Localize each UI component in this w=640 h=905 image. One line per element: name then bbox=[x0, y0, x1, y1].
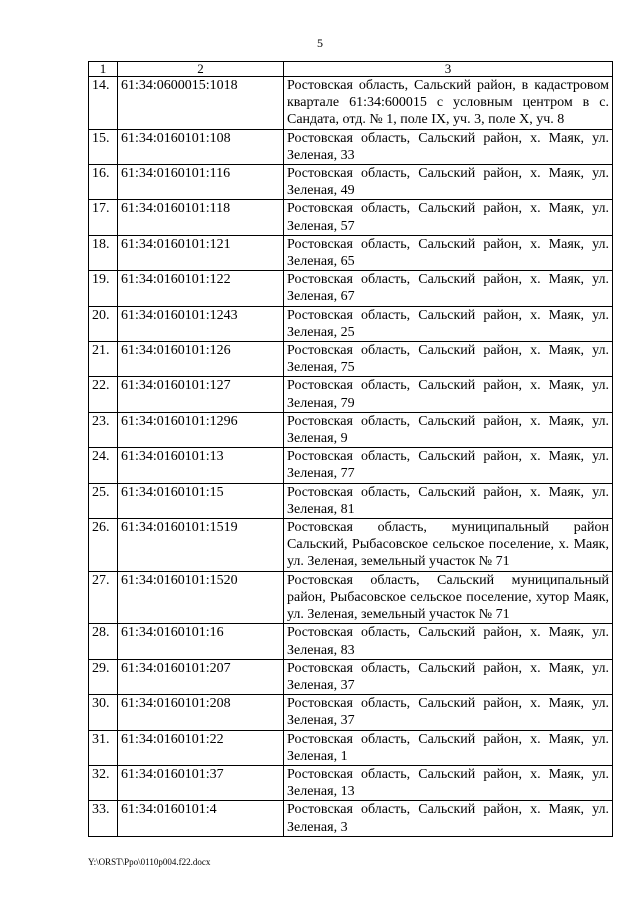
cadastral-number: 61:34:0160101:22 bbox=[118, 730, 284, 765]
cadastral-number: 61:34:0160101:207 bbox=[118, 659, 284, 694]
table-row bbox=[89, 271, 613, 306]
address-cell: Ростовская область, Сальский район, х. Маяк, ул. Зеленая, 83 bbox=[284, 624, 613, 659]
address-cell: Ростовская область, Сальский район, х. Маяк, ул. Зеленая, 75 bbox=[284, 342, 613, 377]
row-number: 28. bbox=[89, 624, 118, 659]
table-row bbox=[89, 235, 613, 270]
table-row bbox=[89, 129, 613, 164]
cadastral-number: 61:34:0160101:108 bbox=[118, 129, 284, 164]
row-number: 27. bbox=[89, 571, 118, 624]
address-cell: Ростовская область, Сальский район, х. Маяк, ул. Зеленая, 37 bbox=[284, 659, 613, 694]
cadastral-number: 61:34:0160101:37 bbox=[118, 765, 284, 800]
table-row bbox=[89, 765, 613, 800]
cadastral-number: 61:34:0160101:1519 bbox=[118, 519, 284, 572]
header-col-3: 3 bbox=[284, 62, 613, 77]
address-cell: Ростовская область, Сальский район, х. Маяк, ул. Зеленая, 81 bbox=[284, 483, 613, 518]
table-row bbox=[89, 165, 613, 200]
table-row bbox=[89, 306, 613, 341]
cadastral-number: 61:34:0160101:15 bbox=[118, 483, 284, 518]
row-number: 30. bbox=[89, 695, 118, 730]
cadastral-number: 61:34:0160101:1243 bbox=[118, 306, 284, 341]
address-cell: Ростовская область, Сальский район, х. Маяк, ул. Зеленая, 67 bbox=[284, 271, 613, 306]
row-number: 17. bbox=[89, 200, 118, 235]
row-number: 24. bbox=[89, 448, 118, 483]
cadastral-number: 61:34:0160101:208 bbox=[118, 695, 284, 730]
address-cell: Ростовская область, Сальский район, х. Маяк, ул. Зеленая, 37 bbox=[284, 695, 613, 730]
address-cell: Ростовская область, Сальский район, х. Маяк, ул. Зеленая, 3 bbox=[284, 801, 613, 836]
cadastral-number: 61:34:0160101:126 bbox=[118, 342, 284, 377]
table-row bbox=[89, 342, 613, 377]
table-row bbox=[89, 519, 613, 572]
row-number: 23. bbox=[89, 412, 118, 447]
address-cell: Ростовская область, Сальский район, х. Маяк, ул. Зеленая, 33 bbox=[284, 129, 613, 164]
row-number: 29. bbox=[89, 659, 118, 694]
table-row bbox=[89, 624, 613, 659]
row-number: 19. bbox=[89, 271, 118, 306]
address-cell: Ростовская область, Сальский район, х. Маяк, ул. Зеленая, 57 bbox=[284, 200, 613, 235]
address-cell: Ростовская область, Сальский район, х. Маяк, ул. Зеленая, 1 bbox=[284, 730, 613, 765]
page-number: 5 bbox=[317, 36, 323, 50]
table-row bbox=[89, 377, 613, 412]
table-row bbox=[89, 448, 613, 483]
cadastral-number: 61:34:0160101:16 bbox=[118, 624, 284, 659]
row-number: 15. bbox=[89, 129, 118, 164]
row-number: 14. bbox=[89, 77, 118, 130]
row-number: 21. bbox=[89, 342, 118, 377]
address-cell: Ростовская область, Сальский район, х. Маяк, ул. Зеленая, 77 bbox=[284, 448, 613, 483]
address-cell: Ростовская область, Сальский район, х. Маяк, ул. Зеленая, 79 bbox=[284, 377, 613, 412]
cadastral-number: 61:34:0600015:1018 bbox=[118, 77, 284, 130]
cadastral-number: 61:34:0160101:4 bbox=[118, 801, 284, 836]
table-row bbox=[89, 695, 613, 730]
cadastral-table bbox=[88, 61, 613, 837]
cadastral-number: 61:34:0160101:118 bbox=[118, 200, 284, 235]
cadastral-number: 61:34:0160101:116 bbox=[118, 165, 284, 200]
table-row bbox=[89, 801, 613, 836]
address-cell: Ростовская область, Сальский район, х. Маяк, ул. Зеленая, 65 bbox=[284, 235, 613, 270]
table-row bbox=[89, 571, 613, 624]
table-row bbox=[89, 483, 613, 518]
address-cell: Ростовская область, Сальский район, х. Маяк, ул. Зеленая, 13 bbox=[284, 765, 613, 800]
table-row bbox=[89, 77, 613, 130]
row-number: 32. bbox=[89, 765, 118, 800]
row-number: 16. bbox=[89, 165, 118, 200]
table-row bbox=[89, 200, 613, 235]
table-row bbox=[89, 659, 613, 694]
cadastral-number: 61:34:0160101:1520 bbox=[118, 571, 284, 624]
row-number: 20. bbox=[89, 306, 118, 341]
table-header-row bbox=[89, 62, 613, 77]
table-row bbox=[89, 412, 613, 447]
file-path-footer: Y:\ORST\Ppo\0110p004.f22.docx bbox=[88, 857, 211, 867]
address-cell: Ростовская область, муниципальный район Сальский, Рыбасовское сельское поселение, х. Маяк, ул. Зеленая, земельный участок № 71 bbox=[284, 519, 613, 572]
row-number: 22. bbox=[89, 377, 118, 412]
cadastral-number: 61:34:0160101:13 bbox=[118, 448, 284, 483]
cadastral-number: 61:34:0160101:1296 bbox=[118, 412, 284, 447]
row-number: 25. bbox=[89, 483, 118, 518]
cadastral-number: 61:34:0160101:122 bbox=[118, 271, 284, 306]
address-cell: Ростовская область, Сальский район, х. Маяк, ул. Зеленая, 25 bbox=[284, 306, 613, 341]
row-number: 31. bbox=[89, 730, 118, 765]
address-cell: Ростовская область, Сальский муниципальный район, Рыбасовское сельское поселение, хутор Маяк, ул. Зеленая, земельный участок № 71 bbox=[284, 571, 613, 624]
row-number: 26. bbox=[89, 519, 118, 572]
cadastral-number: 61:34:0160101:127 bbox=[118, 377, 284, 412]
address-cell: Ростовская область, Сальский район, х. Маяк, ул. Зеленая, 9 bbox=[284, 412, 613, 447]
address-cell: Ростовская область, Сальский район, в кадастровом квартале 61:34:600015 с условным центром в с. Сандата, отд. № 1, поле IX, уч. 3, поле X, уч. 8 bbox=[284, 77, 613, 130]
address-cell: Ростовская область, Сальский район, х. Маяк, ул. Зеленая, 49 bbox=[284, 165, 613, 200]
row-number: 18. bbox=[89, 235, 118, 270]
table-row bbox=[89, 730, 613, 765]
row-number: 33. bbox=[89, 801, 118, 836]
header-col-2: 2 bbox=[118, 62, 284, 77]
cadastral-number: 61:34:0160101:121 bbox=[118, 235, 284, 270]
header-col-1: 1 bbox=[89, 62, 118, 77]
